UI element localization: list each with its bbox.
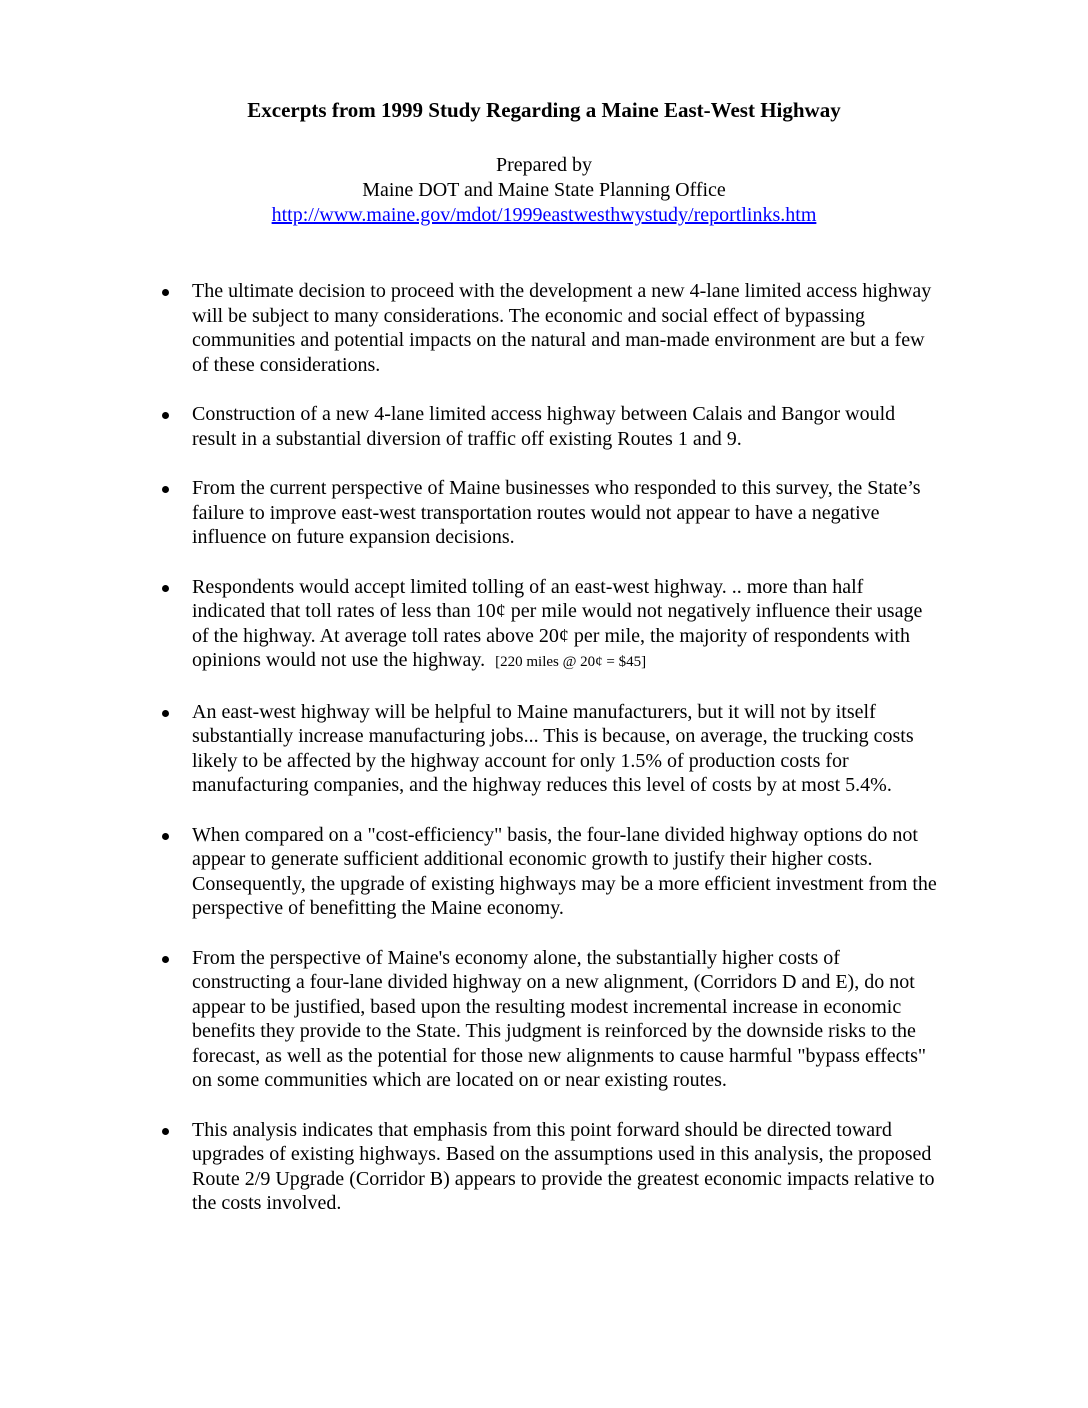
bullet-icon [162, 585, 169, 592]
list-item [158, 1118, 938, 1216]
bullet-icon [162, 956, 169, 963]
list-item [158, 823, 938, 921]
bullet-icon [162, 412, 169, 419]
bullet-icon [162, 486, 169, 493]
bullet-text: From the perspective of Maine's economy alone, the substantially higher costs of constructing a four-lane divided highway on a new alignment, (Corridors D and E), do not appear to be justified, based upon the resulting modest incremental increase in economic benefits they provide to the State. This judgment is reinforced by the downside risks to the forecast, as well as the potential for those new alignments to cause harmful "bypass effects" on some communities which are located on or near existing routes. [192, 946, 927, 1091]
list-item [158, 402, 938, 451]
bullet-icon [162, 289, 169, 296]
bullet-icon [162, 710, 169, 717]
bullet-icon [162, 833, 169, 840]
list-item [158, 575, 938, 675]
document-title: Excerpts from 1999 Study Regarding a Maine East-West Highway [247, 98, 841, 122]
bullet-text: From the current perspective of Maine businesses who responded to this survey, the State’s failure to improve east-west transportation routes would not appear to have a negative influence on future expansion decisions. [192, 477, 921, 548]
list-item [158, 700, 938, 798]
list-item [158, 476, 938, 550]
bullet-text: An east-west highway will be helpful to Maine manufacturers, but it will not by itself substantially increase manufacturing jobs... This is because, on average, the trucking costs likely to be affected by the highway account for only 1.5% of production costs for manufacturing companies, and the highway reduces this level of costs by at most 5.4%. [192, 700, 914, 796]
source-link[interactable]: http://www.maine.gov/mdot/1999eastwesthwystudy/reportlinks.htm [271, 204, 817, 226]
bullet-text: This analysis indicates that emphasis from this point forward should be directed toward upgrades of existing highways. Based on the assumptions used in this analysis, the proposed Route 2/9 Upgrade (Corridor B) appears to provide the greatest economic impacts relative to the costs involved. [192, 1118, 935, 1214]
list-item [158, 946, 938, 1093]
prepared-by-org: Maine DOT and Maine State Planning Office [362, 179, 726, 201]
prepared-by-label: Prepared by [495, 154, 593, 176]
excerpt-list [158, 279, 938, 1241]
bullet-text: The ultimate decision to proceed with the development a new 4-lane limited access highway will be subject to many considerations. The economic and social effect of bypassing communities and potential impacts on the natural and man-made environment are but a few of these considerations. [192, 280, 932, 376]
bullet-text: Respondents would accept limited tolling of an east-west highway. .. more than half indicated that toll rates of less than 10¢ per mile would not negatively influence their usage of the highway. At average toll rates above 20¢ per mile, the majority of respondents with opinions would not use the highway. [192, 575, 923, 671]
prepared-by-block [0, 153, 1088, 228]
bullet-text: Construction of a new 4-lane limited access highway between Calais and Bangor would result in a substantial diversion of traffic off existing Routes 1 and 9. [192, 403, 896, 450]
list-item [158, 279, 938, 377]
bullet-text: When compared on a "cost-efficiency" basis, the four-lane divided highway options do not appear to generate sufficient additional economic growth to justify their higher costs. Consequently, the upgrade of existing highways may be a more efficient investment from the perspective of benefitting the Maine economy. [192, 823, 937, 919]
bullet-icon [162, 1128, 169, 1135]
bullet-note: [220 miles @ 20¢ = $45] [495, 654, 647, 670]
